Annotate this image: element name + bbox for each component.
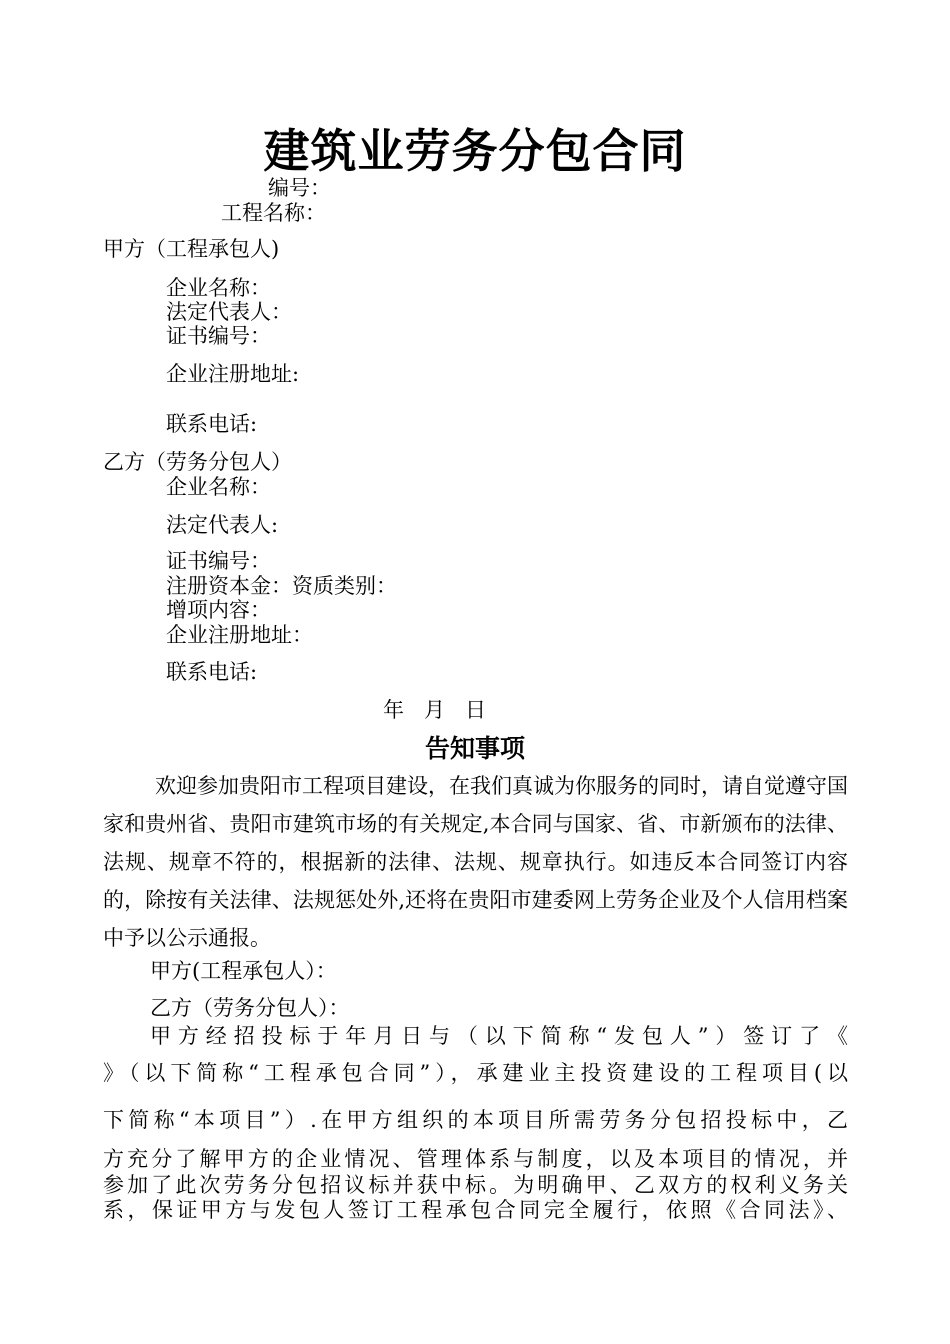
body-line-1-text: 甲方经招投标于年月日与（以下简称“发包人”）签订了《 (150, 1024, 848, 1048)
body-line-4-text: 方充分了解甲方的企业情况、管理体系与制度，以及本项目的情况，并 (103, 1147, 848, 1171)
party-b-phone-label: 联系电话: (166, 660, 258, 684)
party-b-cert-no-label: 证书编号： (166, 549, 271, 573)
body-line-2-text: 》（以下简称“工程承包合同”），承建业主投资建设的工程项目(以 (103, 1061, 848, 1085)
date-line: 年 月 日 (383, 698, 487, 722)
body-line-6 (103, 1191, 848, 1229)
body-line-5-text: 参加了此次劳务分包招议标并获中标。为明确甲、乙双方的权利义务关 (103, 1173, 848, 1197)
party-b-address-label: 企业注册地址： (166, 623, 313, 647)
party-a-company-label: 企业名称： (166, 276, 271, 300)
party-a-legal-rep-label: 法定代表人： (166, 300, 292, 324)
body-line-3 (103, 1101, 848, 1139)
notice-paragraph (103, 767, 848, 957)
body-line-3-text: 下简称“本项目”）.在甲方组织的本项目所需劳务分包招投标中，乙 (103, 1108, 848, 1132)
notice-paragraph-text: 欢迎参加贵阳市工程项目建设，在我们真诚为你服务的同时，请自觉遵守国家和贵州省、贵阳市建筑市场的有关规定,本合同与国家、省、市新颁布的法律、法规、规章不符的，根据新的法律、法规、规章执行。如违反本合同签订内容的，除按有关法律、法规惩处外,还将在贵阳市建委网上劳务企业及个人信用档案中予以公示通报。 (103, 774, 848, 950)
party-a-heading: 甲方（工程承包人) (103, 237, 280, 261)
party-b-heading: 乙方（劳务分包人） (103, 450, 292, 474)
party-a-signature-line: 甲方(工程承包人）： (150, 959, 337, 983)
party-b-signature-line: 乙方（劳务分包人）： (150, 996, 350, 1020)
project-name-label: 工程名称： (221, 201, 326, 225)
party-b-legal-rep-label: 法定代表人: (166, 513, 279, 537)
party-b-capital-label: 注册资本金：资质类别： (166, 574, 397, 598)
party-a-phone-label: 联系电话: (166, 412, 258, 436)
party-a-cert-no-label: 证书编号： (166, 324, 271, 348)
party-b-company-label: 企业名称： (166, 475, 271, 499)
contract-number-label: 编号： (268, 176, 331, 200)
body-line-2 (103, 1054, 848, 1092)
body-line-1 (150, 1017, 848, 1055)
body-line-6-text: 系，保证甲方与发包人签订工程承包合同完全履行，依照《合同法》、 (103, 1198, 848, 1222)
party-b-extra-label: 增项内容： (166, 598, 271, 622)
party-a-address-label: 企业注册地址: (166, 362, 300, 386)
document-title: 建筑业劳务分包合同 (263, 124, 687, 178)
notice-heading: 告知事项 (424, 734, 525, 763)
